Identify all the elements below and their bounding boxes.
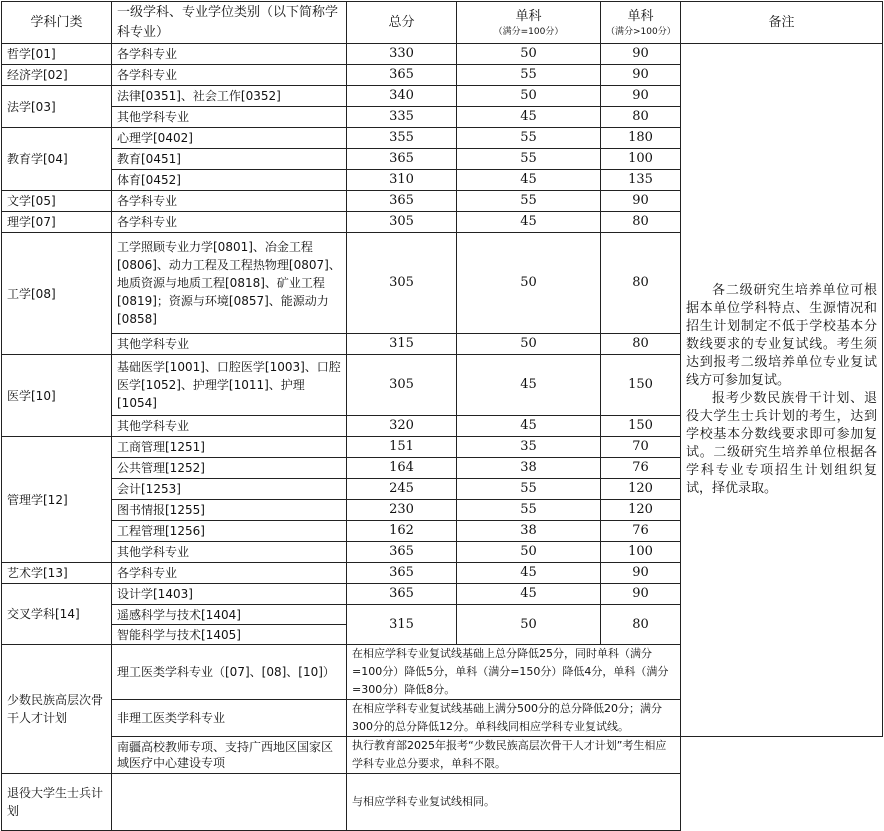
single-100-cell: 55 <box>457 191 601 212</box>
category-cell: 经济学[02] <box>2 65 112 86</box>
table-row <box>2 44 883 65</box>
discipline-cell: 各学科专业 <box>112 191 347 212</box>
category-cell: 医学[10] <box>2 355 112 437</box>
total-score-cell: 365 <box>347 542 457 563</box>
single-100-cell: 55 <box>457 479 601 500</box>
header-single-100-sub: （满分=100分） <box>493 26 564 37</box>
single-over-100-cell: 80 <box>601 334 681 355</box>
category-cell: 艺术学[13] <box>2 563 112 584</box>
category-cell: 交叉学科[14] <box>2 584 112 645</box>
single-over-100-cell: 120 <box>601 500 681 521</box>
single-over-100-cell: 120 <box>601 479 681 500</box>
single-100-cell: 45 <box>457 170 601 191</box>
discipline-cell: 其他学科专业 <box>112 542 347 563</box>
category-cell: 管理学[12] <box>2 437 112 563</box>
single-100-cell: 45 <box>457 212 601 233</box>
single-100-cell: 50 <box>457 542 601 563</box>
total-score-cell: 365 <box>347 191 457 212</box>
table-row <box>2 774 883 831</box>
single-over-100-cell: 100 <box>601 542 681 563</box>
header-single-100 <box>457 2 601 44</box>
single-100-cell: 45 <box>457 355 601 416</box>
single-100-cell: 50 <box>457 334 601 355</box>
single-100-cell: 45 <box>457 563 601 584</box>
header-discipline: 一级学科、专业学位类别（以下简称学科专业） <box>112 2 347 44</box>
discipline-cell: 设计学[1403] <box>112 584 347 605</box>
header-total: 总分 <box>347 2 457 44</box>
total-score-cell: 335 <box>347 107 457 128</box>
category-cell: 少数民族高层次骨干人才计划 <box>2 645 112 774</box>
single-over-100-cell: 100 <box>601 149 681 170</box>
header-remarks: 备注 <box>681 2 883 44</box>
total-score-cell: 151 <box>347 437 457 458</box>
discipline-cell: 法律[0351]、社会工作[0352] <box>112 86 347 107</box>
single-over-100-cell: 150 <box>601 355 681 416</box>
discipline-cell: 南疆高校教师专项、支持广西地区国家区域医疗中心建设专项 <box>112 737 347 774</box>
discipline-cell: 理工医类学科专业（[07]、[08]、[10]） <box>112 645 347 700</box>
single-over-100-cell: 135 <box>601 170 681 191</box>
single-100-cell: 55 <box>457 500 601 521</box>
single-100-cell: 50 <box>457 44 601 65</box>
single-over-100-cell: 80 <box>601 107 681 128</box>
single-100-cell: 55 <box>457 128 601 149</box>
discipline-cell <box>112 774 347 831</box>
single-100-cell: 45 <box>457 416 601 437</box>
single-100-cell: 50 <box>457 86 601 107</box>
header-category: 学科门类 <box>2 2 112 44</box>
discipline-cell: 心理学[0402] <box>112 128 347 149</box>
discipline-cell: 各学科专业 <box>112 563 347 584</box>
single-100-cell: 55 <box>457 149 601 170</box>
single-over-100-cell: 90 <box>601 65 681 86</box>
discipline-cell: 非理工医类学科专业 <box>112 700 347 737</box>
score-table <box>1 1 883 831</box>
total-score-cell: 340 <box>347 86 457 107</box>
total-score-cell: 355 <box>347 128 457 149</box>
single-over-100-cell: 90 <box>601 86 681 107</box>
remarks-paragraph-1: 各二级研究生培养单位可根据本单位学科特点、生源情况和招生计划制定不低于学校基本分数线要求的专业复试线。考生须达到报考二级培养单位专业复试线方可参加复试。 <box>686 283 877 388</box>
table-header-row <box>2 2 883 44</box>
policy-note-cell: 与相应学科专业复试线相同。 <box>347 774 681 831</box>
single-over-100-cell: 90 <box>601 191 681 212</box>
discipline-cell: 工商管理[1251] <box>112 437 347 458</box>
total-score-cell: 365 <box>347 65 457 86</box>
single-over-100-cell: 150 <box>601 416 681 437</box>
discipline-cell: 各学科专业 <box>112 44 347 65</box>
discipline-cell: 公共管理[1252] <box>112 458 347 479</box>
total-score-cell: 305 <box>347 212 457 233</box>
discipline-cell: 各学科专业 <box>112 212 347 233</box>
total-score-cell: 365 <box>347 584 457 605</box>
single-over-100-cell: 90 <box>601 584 681 605</box>
discipline-cell: 教育[0451] <box>112 149 347 170</box>
discipline-cell: 智能科学与技术[1405] <box>112 625 347 645</box>
total-score-cell: 164 <box>347 458 457 479</box>
total-score-cell: 320 <box>347 416 457 437</box>
total-score-cell: 315 <box>347 605 457 645</box>
single-100-cell: 55 <box>457 65 601 86</box>
total-score-cell: 305 <box>347 233 457 334</box>
discipline-cell: 会计[1253] <box>112 479 347 500</box>
discipline-cell: 工学照顾专业力学[0801]、冶金工程[0806]、动力工程及工程热物理[0807]、地质资源与地质工程[0818]、矿业工程[0819]；资源与环境[0857]、能源动力[0858] <box>112 233 347 334</box>
single-over-100-cell: 80 <box>601 233 681 334</box>
single-100-cell: 50 <box>457 233 601 334</box>
single-100-cell: 35 <box>457 437 601 458</box>
single-over-100-cell: 76 <box>601 521 681 542</box>
category-cell: 教育学[04] <box>2 128 112 191</box>
total-score-cell: 365 <box>347 149 457 170</box>
header-single-over-100 <box>601 2 681 44</box>
total-score-cell: 162 <box>347 521 457 542</box>
total-score-cell: 330 <box>347 44 457 65</box>
single-100-cell: 38 <box>457 521 601 542</box>
policy-note-cell: 执行教育部2025年报考“少数民族高层次骨干人才计划”考生相应学科专业总分要求，单科不限。 <box>347 737 681 774</box>
category-cell: 理学[07] <box>2 212 112 233</box>
discipline-cell: 基础医学[1001]、口腔医学[1003]、口腔医学[1052]、护理学[1011]、护理[1054] <box>112 355 347 416</box>
policy-note-cell: 在相应学科专业复试线基础上满分500分的总分降低20分；满分300分的总分降低12分。单科线同相应学科专业复试线。 <box>347 700 681 737</box>
category-cell: 法学[03] <box>2 86 112 128</box>
single-100-cell: 45 <box>457 584 601 605</box>
discipline-cell: 遥感科学与技术[1404] <box>112 605 347 625</box>
category-cell: 哲学[01] <box>2 44 112 65</box>
single-100-cell: 38 <box>457 458 601 479</box>
total-score-cell: 365 <box>347 563 457 584</box>
single-over-100-cell: 76 <box>601 458 681 479</box>
table-row <box>2 737 883 774</box>
policy-note-cell: 在相应学科专业复试线基础上总分降低25分，同时单科（满分=100分）降低5分，单科（满分=150分）降低4分，单科（满分=300分）降低8分。 <box>347 645 681 700</box>
total-score-cell: 315 <box>347 334 457 355</box>
discipline-cell: 各学科专业 <box>112 65 347 86</box>
single-100-cell: 45 <box>457 107 601 128</box>
total-score-cell: 305 <box>347 355 457 416</box>
remarks-paragraph-2: 报考少数民族骨干计划、退役大学生士兵计划的考生，达到学校基本分数线要求即可参加复试。二级研究生培养单位根据各学科专业专项招生计划组织复试，择优录取。 <box>686 391 877 496</box>
single-100-cell: 50 <box>457 605 601 645</box>
total-score-cell: 245 <box>347 479 457 500</box>
total-score-cell: 230 <box>347 500 457 521</box>
discipline-cell: 图书情报[1255] <box>112 500 347 521</box>
category-cell: 文学[05] <box>2 191 112 212</box>
single-over-100-cell: 90 <box>601 563 681 584</box>
single-over-100-cell: 70 <box>601 437 681 458</box>
discipline-cell: 其他学科专业 <box>112 107 347 128</box>
category-cell: 退役大学生士兵计划 <box>2 774 112 831</box>
single-over-100-cell: 80 <box>601 212 681 233</box>
discipline-cell: 其他学科专业 <box>112 334 347 355</box>
single-over-100-cell: 90 <box>601 44 681 65</box>
category-cell: 工学[08] <box>2 233 112 355</box>
header-single-over-label: 单科 <box>627 8 654 24</box>
discipline-cell: 体育[0452] <box>112 170 347 191</box>
single-over-100-cell: 180 <box>601 128 681 149</box>
discipline-cell: 其他学科专业 <box>112 416 347 437</box>
total-score-cell: 310 <box>347 170 457 191</box>
remarks-cell <box>681 44 883 737</box>
header-single-100-label: 单科 <box>515 8 542 24</box>
header-single-over-sub: （满分>100分） <box>606 26 676 37</box>
discipline-cell: 工程管理[1256] <box>112 521 347 542</box>
single-over-100-cell: 80 <box>601 605 681 645</box>
